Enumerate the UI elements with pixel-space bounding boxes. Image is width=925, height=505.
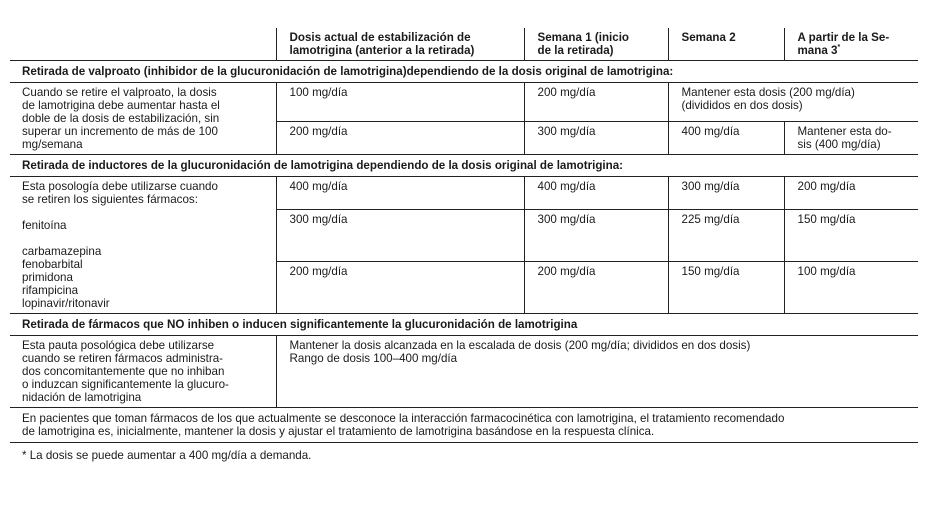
neutral-dosing-text: Mantener la dosis alcanzada en la escalada de dosis (200 mg/día; divididos en dos dosis) Rango de dosis 100–400 mg/día: [276, 336, 918, 408]
header-week1: Semana 1 (inicio de la retirada): [524, 28, 668, 61]
header-current-dose: Dosis actual de estabilización de lamotrigina (anterior a la retirada): [276, 28, 524, 61]
section-title-inducers: Retirada de inductores de la glucuronidación de lamotrigina dependiendo de la dosis original de lamotrigina:: [10, 155, 918, 177]
table-cell: 200 mg/día: [784, 177, 918, 210]
table-cell: 100 mg/día: [276, 83, 524, 122]
drug-name: rifampicina: [22, 284, 79, 297]
table-cell: 200 mg/día: [524, 262, 668, 314]
table-cell: 300 mg/día: [524, 122, 668, 155]
drug-name: lopinavir/ritonavir: [22, 297, 110, 310]
valproate-description: Cuando se retire el valproato, la dosis de lamotrigina debe aumentar hasta el doble de la dosis de estabilización, sin superar un incremento de más de 100 mg/semana: [10, 83, 276, 155]
table-row: [10, 83, 918, 122]
table-cell: 225 mg/día: [668, 210, 784, 262]
table-cell: 300 mg/día: [668, 177, 784, 210]
table-cell: 400 mg/día: [276, 177, 524, 210]
drug-name: primidona: [22, 271, 73, 284]
footnote: * La dosis se puede aumentar a 400 mg/día a demanda.: [22, 449, 312, 462]
table-cell: Mantener esta dosis (200 mg/día) (divididos en dos dosis): [668, 83, 918, 122]
clinical-note-row: [10, 408, 918, 443]
drug-name: carbamazepina: [22, 245, 102, 258]
drug-name: fenobarbital: [22, 258, 83, 271]
table-header-row: [10, 28, 918, 61]
table-cell: 200 mg/día: [524, 83, 668, 122]
table-cell: 400 mg/día: [524, 177, 668, 210]
table-cell: 100 mg/día: [784, 262, 918, 314]
inducers-description: Esta posología debe utilizarse cuando se retiren los siguientes fármacos: fenitoína carbamazepina fenobarbital primidona rifampicina lopinavir/ritonavir: [10, 177, 276, 314]
header-week3: A partir de la Se- mana 3*: [784, 28, 918, 61]
table-cell: 200 mg/día: [276, 122, 524, 155]
table-cell: 150 mg/día: [784, 210, 918, 262]
neutral-description: Esta pauta posológica debe utilizarse cuando se retiren fármacos administra- dos concomitantemente que no inhiban o induzcan significantemente la glucuro- nidación de lamotrigina: [10, 336, 276, 408]
header-empty-cell: [10, 28, 276, 61]
table-row: [10, 336, 918, 408]
clinical-note: En pacientes que toman fármacos de los que actualmente se desconoce la interacción farmacocinética con lamotrigina, el tratamiento recomendado de lamotrigina es, inicialmente, mantener la dosis y ajustar el tratamiento de lamotrigina basándose en la respuesta clínica.: [10, 408, 918, 443]
table-cell: 150 mg/día: [668, 262, 784, 314]
table-cell: 400 mg/día: [668, 122, 784, 155]
table-cell: Mantener esta do- sis (400 mg/día): [784, 122, 918, 155]
drug-name: fenitoína: [22, 219, 67, 232]
dosing-document: [10, 28, 918, 462]
table-row: [10, 177, 918, 210]
header-week2: Semana 2: [668, 28, 784, 61]
footnote-mark: *: [837, 44, 841, 51]
table-cell: 300 mg/día: [524, 210, 668, 262]
section-title-valproate: Retirada de valproato (inhibidor de la glucuronidación de lamotrigina)dependiendo de la dosis original de lamotrigina:: [10, 61, 918, 83]
section-title-neutral: Retirada de fármacos que NO inhiben o inducen significantemente la glucuronidación de lamotrigina: [10, 314, 918, 336]
dosing-table: [10, 28, 918, 443]
table-cell: 300 mg/día: [276, 210, 524, 262]
table-cell: 200 mg/día: [276, 262, 524, 314]
